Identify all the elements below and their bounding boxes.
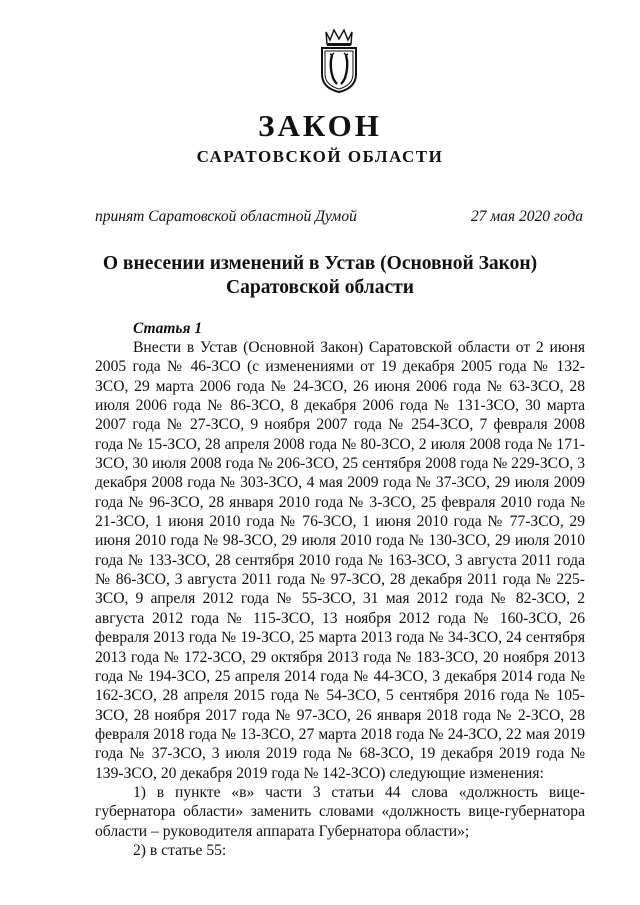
article-body xyxy=(95,338,585,860)
law-title xyxy=(0,252,640,300)
document-title: ЗАКОН xyxy=(258,108,382,143)
adopted-by-text: принят Саратовской областной Думой xyxy=(95,208,357,225)
article-item-2: 2) в статье 55: xyxy=(133,841,227,859)
article-intro-paragraph: Внести в Устав (Основной Закон) Саратовской области от 2 июня 2005 года № 46-ЗСО (с изменениями от 19 декабря 2005 года № 132-ЗСО, 29 марта 2006 года № 24-ЗСО, 26 июня 2006 года № 63-ЗСО, 28 июля 2006 года № 86-ЗСО, 8 декабря 2006 года № 131-ЗСО, 30 марта 2007 года № 27-ЗСО, 9 ноября 2007 года № 254-ЗСО, 7 февраля 2008 года № 15-ЗСО, 28 апреля 2008 года № 80-ЗСО, 2 июля 2008 года № 171-ЗСО, 30 июля 2008 года № 206-ЗСО, 25 сентября 2008 года № 229-ЗСО, 3 декабря 2008 года № 303-ЗСО, 4 мая 2009 года № 37-ЗСО, 29 июля 2009 года № 96-ЗСО, 28 января 2010 года № 3-ЗСО, 25 февраля 2010 года № 21-ЗСО, 1 июня 2010 года № 76-ЗСО, 1 июня 2010 года № 77-ЗСО, 29 июня 2010 года № 98-ЗСО, 29 июля 2010 года № 130-ЗСО, 29 июля 2010 года № 133-ЗСО, 28 сентября 2010 года № 163-ЗСО, 3 августа 2011 года № 86-ЗСО, 3 августа 2011 года № 97-ЗСО, 28 декабря 2011 года № 225-ЗСО, 9 апреля 2012 года № 55-ЗСО, 31 мая 2012 года № 82-ЗСО, 2 августа 2012 года № 115-ЗСО, 13 ноября 2012 года № 160-ЗСО, 26 февраля 2013 года № 19-ЗСО, 25 марта 2013 года № 34-ЗСО, 24 сентября 2013 года № 172-ЗСО, 29 октября 2013 года № 183-ЗСО, 20 ноября 2013 года № 194-ЗСО, 25 апреля 2014 года № 44-ЗСО, 3 декабря 2014 года № 162-ЗСО, 28 апреля 2015 года № 54-ЗСО, 5 сентября 2016 года № 105-ЗСО, 28 ноября 2017 года № 97-ЗСО, 26 января 2018 года № 2-ЗСО, 28 февраля 2018 года № 13-ЗСО, 27 марта 2018 года № 24-ЗСО, 22 мая 2019 года № 37-ЗСО, 3 июля 2019 года № 68-ЗСО, 19 декабря 2019 года № 139-ЗСО, 20 декабря 2019 года № 142-ЗСО) следующие изменения: xyxy=(95,339,585,782)
article-heading: Статья 1 xyxy=(133,320,203,337)
law-title-line-1: О внесении изменений в Устав (Основной Закон) xyxy=(102,253,538,274)
law-title-line-2: Саратовской области xyxy=(226,277,414,298)
article-item-1: 1) в пункте «в» части 3 статьи 44 слова «должность вице-губернатора области» заменить словами «должность вице-губернатора области – руководителя аппарата Губернатора области»; xyxy=(95,783,585,840)
saratov-coat-of-arms-icon xyxy=(318,28,360,94)
document-subtitle: САРАТОВСКОЙ ОБЛАСТИ xyxy=(196,147,444,166)
adoption-date: 27 мая 2020 года xyxy=(470,208,583,225)
